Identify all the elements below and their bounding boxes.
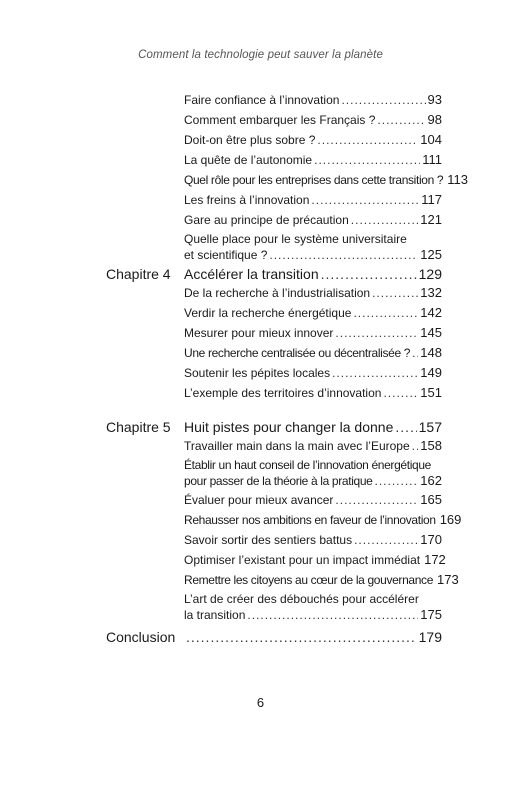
toc-entry-title: L’exemple des territoires d’innovation: [184, 386, 382, 400]
toc-entry-title: De la recherche à l’industrialisation: [184, 286, 371, 300]
toc-entry-title: Gare au principe de précaution: [184, 213, 349, 227]
toc-entry-title: Travailler main dans la main avec l’Europe: [184, 439, 410, 453]
toc-entry-page: 104: [420, 132, 442, 147]
toc-entry-page: 165: [420, 492, 442, 507]
toc-entry-title: Remettre les citoyens au cœur de la gouvernance: [184, 573, 434, 587]
toc-entry-page: 98: [427, 112, 442, 127]
toc-entry-page: 142: [420, 305, 442, 320]
toc-entry-title: Les freins à l’innovation: [184, 193, 310, 207]
toc-entry-page: 121: [420, 212, 442, 227]
dot-leader: [247, 608, 418, 622]
toc-entry-title: Quel rôle pour les entreprises dans cette transition ?: [184, 173, 444, 187]
toc-entry-page: 157: [418, 419, 442, 435]
chapter-label: Conclusion: [106, 629, 176, 645]
dot-leader: [335, 326, 418, 340]
dot-leader: [311, 193, 419, 207]
toc-entry-page: 93: [427, 92, 442, 107]
dot-leader: [341, 93, 425, 107]
dot-leader: [269, 248, 418, 262]
toc-entry-title: Savoir sortir des sentiers battus: [184, 533, 353, 547]
toc-entry-title: Une recherche centralisée ou décentralisée ?: [184, 346, 411, 360]
dot-leader: [317, 133, 418, 147]
dot-leader: [372, 286, 418, 300]
chapter-label: Chapitre 5: [106, 419, 171, 435]
toc-entry-page: 132: [420, 285, 442, 300]
toc-entry-page: 170: [420, 532, 442, 547]
dot-leader: [374, 474, 418, 488]
chapter-title: Accélérer la transition: [184, 266, 319, 282]
toc-entry-page: 158: [420, 438, 442, 453]
toc-entry-title: La quête de l’autonomie: [184, 153, 313, 167]
toc-entry-page: 175: [420, 607, 442, 622]
toc-entry-title: la transition: [184, 608, 246, 622]
toc-entry-title: et scientifique ?: [184, 248, 268, 262]
toc-entry-title: pour passer de la théorie à la pratique: [184, 474, 373, 488]
dot-leader: [186, 629, 417, 645]
toc-entry-title-line1: L’art de créer des débouchés pour accélérer: [184, 592, 419, 606]
toc-entry-page: 172: [424, 552, 446, 567]
toc-entry-title: Rehausser nos ambitions en faveur de l’innovation: [184, 513, 436, 527]
dot-leader: [335, 493, 418, 507]
toc-entry-page: 145: [420, 325, 442, 340]
toc-entry-page: 125: [420, 247, 442, 262]
toc-entry-page: 111: [422, 152, 442, 167]
toc-entry-title: Doit-on être plus sobre ?: [184, 133, 316, 147]
chapter-label: Chapitre 4: [106, 266, 171, 282]
toc-entry-page: 179: [418, 629, 442, 645]
toc-entry-title: Mesurer pour mieux innover: [184, 326, 334, 340]
toc-entry-page: 162: [420, 473, 442, 488]
dot-leader: [383, 386, 418, 400]
dot-leader: [412, 346, 418, 360]
toc-entry-title-line1: Établir un haut conseil de l’innovation énergétique: [184, 458, 432, 472]
dot-leader: [354, 533, 418, 547]
toc-entry-page: 113: [447, 172, 468, 187]
dot-leader: [332, 366, 418, 380]
toc-entry-title: Verdir la recherche énergétique: [184, 306, 352, 320]
dot-leader: [314, 153, 420, 167]
toc-entry-page: 117: [421, 192, 442, 207]
toc-entry-page: 151: [420, 385, 442, 400]
toc-entry-page: 173: [437, 572, 459, 587]
dot-leader: [377, 113, 425, 127]
toc-entry-title: Optimiser l’existant pour un impact immédiat: [184, 553, 421, 567]
dot-leader: [395, 419, 416, 435]
toc-entry-title: Soutenir les pépites locales: [184, 366, 331, 380]
page-number: 6: [256, 695, 265, 710]
dot-leader: [412, 439, 419, 453]
toc-entry-page: 149: [420, 365, 442, 380]
toc-entry-title: Faire confiance à l’innovation: [184, 93, 340, 107]
toc-entry-title: Comment embarquer les Français ?: [184, 113, 376, 127]
dot-leader: [321, 266, 417, 282]
toc-entry-page: 169: [439, 512, 462, 527]
toc-entry-page: 129: [418, 266, 442, 282]
running-header: Comment la technologie peut sauver la planète: [138, 49, 383, 61]
toc-entry-title-line1: Quelle place pour le système universitaire: [184, 232, 407, 246]
dot-leader: [353, 306, 418, 320]
toc-entry-page: 148: [420, 345, 442, 360]
chapter-title: Huit pistes pour changer la donne: [184, 419, 394, 435]
toc-entry-title: Évaluer pour mieux avancer: [184, 493, 334, 507]
dot-leader: [351, 213, 419, 227]
